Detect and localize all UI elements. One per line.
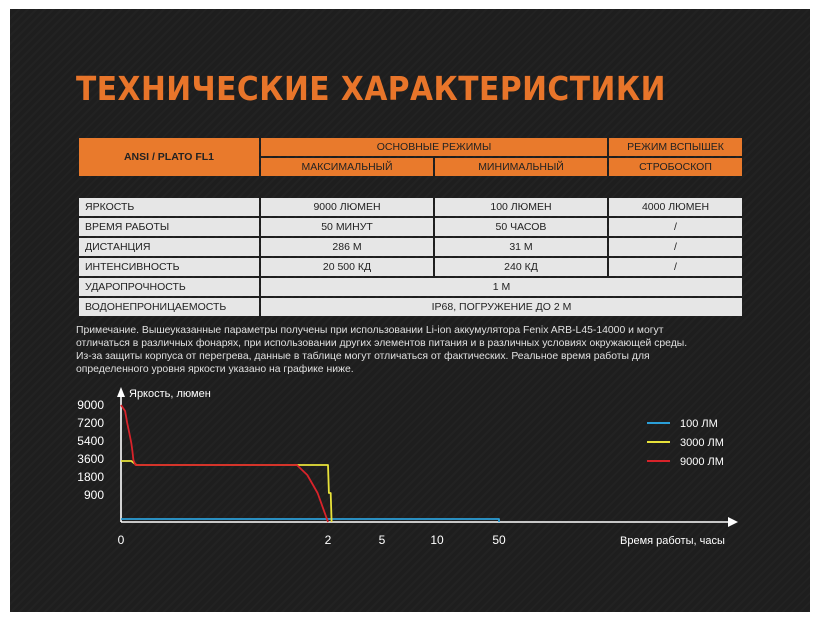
cell-value: 1 М <box>261 278 742 296</box>
x-tick-label: 5 <box>378 533 386 547</box>
x-tick-label: 10 <box>430 533 444 547</box>
row-label: ДИСТАНЦИЯ <box>79 238 259 256</box>
mode-min: МИНИМАЛЬНЫЙ <box>435 158 607 176</box>
y-tick-label: 3600 <box>77 452 104 466</box>
cell-value: 240 КД <box>435 258 607 276</box>
cell-value: 50 МИНУТ <box>261 218 433 236</box>
legend-label: 9000 ЛМ <box>680 456 724 468</box>
y-tick-label: 7200 <box>77 416 104 430</box>
legend-label: 3000 ЛМ <box>680 437 724 449</box>
cell-value: 286 М <box>261 238 433 256</box>
x-tick-label: 2 <box>324 533 332 547</box>
cell-value: / <box>609 258 742 276</box>
cell-value: 20 500 КД <box>261 258 433 276</box>
footnote-line: Из-за защиты корпуса от перегрева, данные в таблице могут отличаться от фактических. Реальное время работы для <box>76 351 650 362</box>
cell-value: 100 ЛЮМЕН <box>435 198 607 216</box>
cell-value: 50 ЧАСОВ <box>435 218 607 236</box>
y-axis-arrow <box>117 387 125 397</box>
mode-strobe: СТРОБОСКОП <box>609 158 742 176</box>
spec-panel <box>10 9 810 612</box>
series-line-3000-лм <box>121 461 332 522</box>
row-label: ИНТЕНСИВНОСТЬ <box>79 258 259 276</box>
cell-value: 9000 ЛЮМЕН <box>261 198 433 216</box>
x-tick-label: 0 <box>117 533 125 547</box>
mode-max: МАКСИМАЛЬНЫЙ <box>261 158 433 176</box>
row-label: ЯРКОСТЬ <box>79 198 259 216</box>
row-label: УДАРОПРОЧНОСТЬ <box>79 278 259 296</box>
cell-value: / <box>609 238 742 256</box>
x-tick-label: 50 <box>492 533 506 547</box>
cell-value: 31 М <box>435 238 607 256</box>
y-tick-label: 1800 <box>77 470 104 484</box>
y-axis-label: Яркость, люмен <box>129 388 211 400</box>
x-axis-label: Время работы, часы <box>620 535 725 547</box>
y-tick-label: 900 <box>83 488 104 502</box>
model-cell: ANSI / PLATO FL1 <box>79 138 259 176</box>
group-main-modes: ОСНОВНЫЕ РЕЖИМЫ <box>261 138 607 156</box>
footnote-line: определенного уровня яркости указано на графике ниже. <box>76 364 354 375</box>
legend-label: 100 ЛМ <box>680 418 718 430</box>
row-label: ВОДОНЕПРОНИЦАЕМОСТЬ <box>79 298 259 316</box>
series-line-9000-лм <box>121 405 328 522</box>
page-title: ТЕХНИЧЕСКИЕ ХАРАКТЕРИСТИКИ <box>76 69 666 108</box>
y-tick-label: 5400 <box>77 434 104 448</box>
cell-value: IP68, ПОГРУЖЕНИЕ ДО 2 М <box>261 298 742 316</box>
row-label: ВРЕМЯ РАБОТЫ <box>79 218 259 236</box>
runtime-chart <box>10 9 810 612</box>
y-tick-label: 9000 <box>77 398 104 412</box>
cell-value: 4000 ЛЮМЕН <box>609 198 742 216</box>
x-axis-arrow <box>728 517 738 527</box>
group-flash-mode: РЕЖИМ ВСПЫШЕК <box>609 138 742 156</box>
cell-value: / <box>609 218 742 236</box>
footnote-line: Примечание. Вышеуказанные параметры получены при использовании Li-ion аккумулятора Fenix ARB-L45-14000 и могут <box>76 325 664 336</box>
footnote-line: отличаться в различных фонарях, при использовании других элементов питания и в различных условиях окружающей среды. <box>76 338 688 349</box>
